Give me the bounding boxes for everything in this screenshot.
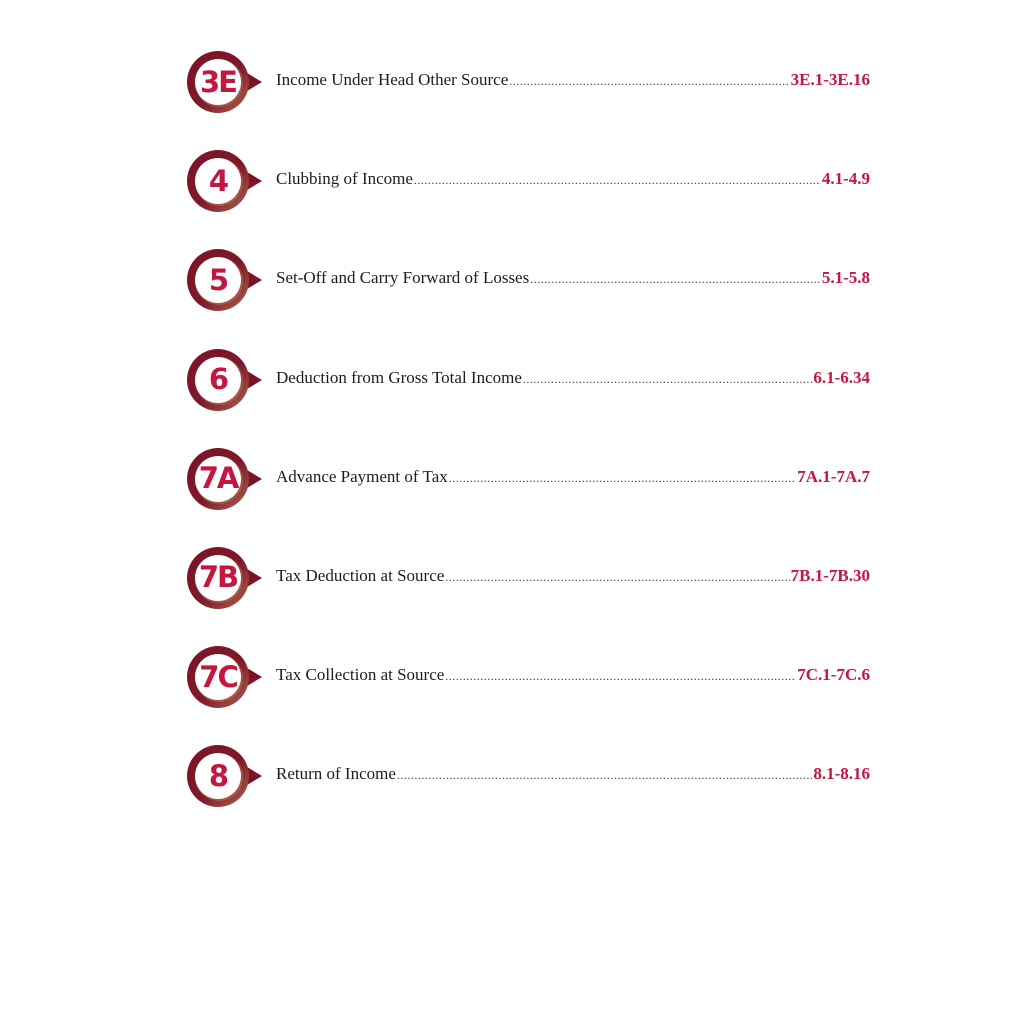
chapter-title: Clubbing of Income <box>276 169 413 189</box>
chapter-badge <box>186 50 250 114</box>
chapter-number: 7C <box>199 659 237 694</box>
chapter-title: Income Under Head Other Source <box>276 70 509 89</box>
dot-leader <box>449 466 797 490</box>
chapter-title: Tax Collection at Source <box>276 665 445 685</box>
chapter-badge <box>186 645 250 709</box>
toc-entry[interactable] <box>184 544 870 643</box>
chapter-title: Tax Deduction at Source <box>276 565 445 585</box>
toc-entry[interactable] <box>184 147 870 246</box>
toc-entry-text <box>276 68 870 93</box>
dot-leader <box>523 367 812 391</box>
chapter-title: Set-Off and Carry Forward of Losses <box>276 268 530 288</box>
chapter-number: 7A <box>198 461 238 496</box>
toc-entry[interactable] <box>184 346 870 445</box>
chapter-title: Deduction from Gross Total Income <box>276 367 522 387</box>
chapter-badge <box>186 744 250 808</box>
table-of-contents <box>184 48 870 842</box>
toc-entry-text <box>276 266 870 291</box>
dot-leader <box>445 664 796 688</box>
page-range: 7B.1-7B.30 <box>790 565 870 585</box>
toc-entry-text <box>276 564 870 589</box>
chapter-badge <box>186 447 250 511</box>
toc-entry-text <box>276 167 870 192</box>
toc-entry-text <box>276 762 870 787</box>
chapter-badge <box>186 149 250 213</box>
dot-leader <box>414 168 821 192</box>
chapter-number: 6 <box>208 362 228 397</box>
toc-entry[interactable] <box>184 445 870 544</box>
dot-leader <box>445 565 789 589</box>
chapter-badge <box>186 546 250 610</box>
page-range: 8.1-8.16 <box>813 764 870 784</box>
chapter-badge <box>186 248 250 312</box>
page-range: 3E.1-3E.16 <box>790 70 870 89</box>
dot-leader <box>509 69 789 93</box>
toc-entry-text <box>276 465 870 490</box>
chapter-badge <box>186 348 250 412</box>
chapter-number: 3E <box>200 64 236 99</box>
toc-entry[interactable] <box>184 643 870 742</box>
chapter-number: 4 <box>208 163 228 198</box>
page-range: 4.1-4.9 <box>821 169 870 189</box>
page-range: 7C.1-7C.6 <box>797 665 870 685</box>
toc-entry-text <box>276 663 870 688</box>
toc-entry[interactable] <box>184 742 870 841</box>
toc-entry[interactable] <box>184 48 870 147</box>
chapter-number: 7B <box>198 560 238 595</box>
chapter-title: Advance Payment of Tax <box>276 466 448 486</box>
chapter-title: Return of Income <box>276 764 396 784</box>
dot-leader <box>530 267 821 291</box>
chapter-number: 8 <box>208 758 228 793</box>
dot-leader <box>397 763 812 787</box>
chapter-number: 5 <box>208 262 228 297</box>
toc-entry[interactable] <box>184 246 870 345</box>
toc-entry-text <box>276 366 870 391</box>
page-range: 5.1-5.8 <box>821 268 870 288</box>
page-range: 7A.1-7A.7 <box>797 466 870 486</box>
page-range: 6.1-6.34 <box>813 367 870 387</box>
